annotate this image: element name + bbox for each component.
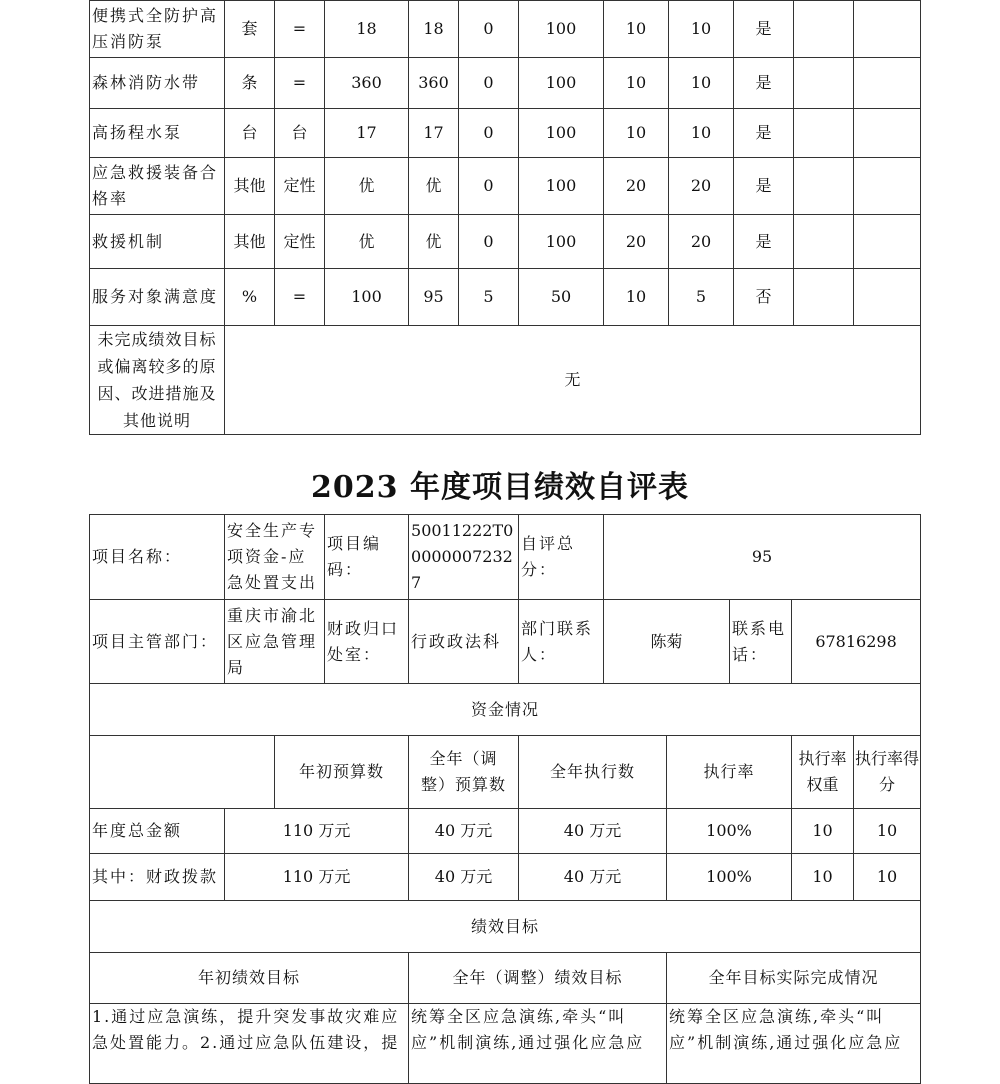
indicator-cell: 否 xyxy=(734,269,794,326)
indicator-cell: = xyxy=(275,269,325,326)
indicator-cell xyxy=(794,269,854,326)
indicator-cell: 10 xyxy=(669,58,734,109)
project-name-label: 项目名称： xyxy=(90,515,225,600)
funds-cell: 110 万元 xyxy=(225,809,409,854)
funds-header-1: 年初预算数 xyxy=(275,736,409,809)
indicator-cell: = xyxy=(275,1,325,58)
funds-header-0 xyxy=(90,736,275,809)
indicator-row xyxy=(90,269,921,326)
project-code-label: 项目编码： xyxy=(325,515,409,600)
reason-value: 无 xyxy=(225,326,921,435)
self-score-label: 自评总分： xyxy=(519,515,604,600)
indicator-cell: 5 xyxy=(669,269,734,326)
goals-content-row xyxy=(90,1004,921,1084)
funds-header-3: 全年执行数 xyxy=(519,736,667,809)
indicator-cell: 10 xyxy=(604,269,669,326)
indicator-name: 森林消防水带 xyxy=(90,58,225,109)
reason-row xyxy=(90,326,921,435)
indicator-cell: 18 xyxy=(325,1,409,58)
dept-row xyxy=(90,600,921,684)
indicator-cell: 10 xyxy=(604,1,669,58)
indicator-cell: 10 xyxy=(669,1,734,58)
indicator-cell: 95 xyxy=(409,269,459,326)
funds-row xyxy=(90,854,921,901)
indicator-name: 应急救援装备合格率 xyxy=(90,158,225,215)
phone: 67816298 xyxy=(792,600,921,684)
phone-label: 联系电话： xyxy=(730,600,792,684)
goals-header-adjusted: 全年（调整）绩效目标 xyxy=(409,953,667,1004)
funds-row xyxy=(90,809,921,854)
indicator-row xyxy=(90,215,921,269)
indicator-row xyxy=(90,158,921,215)
indicator-cell: 360 xyxy=(409,58,459,109)
dept-label: 项目主管部门： xyxy=(90,600,225,684)
evaluation-table xyxy=(89,514,921,1084)
indicator-cell: 20 xyxy=(604,158,669,215)
reason-label: 未完成绩效目标或偏离较多的原因、改进措施及其他说明 xyxy=(90,326,225,435)
indicator-cell xyxy=(854,158,921,215)
indicator-name: 服务对象满意度 xyxy=(90,269,225,326)
indicator-cell xyxy=(794,1,854,58)
funds-header-2: 全年（调整）预算数 xyxy=(409,736,519,809)
indicator-row xyxy=(90,1,921,58)
contact-label: 部门联系人： xyxy=(519,600,604,684)
funds-header-4: 执行率 xyxy=(667,736,792,809)
indicator-cell: 5 xyxy=(459,269,519,326)
indicator-name: 高扬程水泵 xyxy=(90,109,225,158)
funds-cell: 40 万元 xyxy=(519,854,667,901)
indicator-cell: 其他 xyxy=(225,215,275,269)
indicator-cell: 条 xyxy=(225,58,275,109)
funds-header-row xyxy=(90,736,921,809)
goals-header-initial: 年初绩效目标 xyxy=(90,953,409,1004)
funds-cell: 10 xyxy=(792,809,854,854)
indicator-cell: 100 xyxy=(519,109,604,158)
indicator-cell xyxy=(854,215,921,269)
goals-initial: 1.通过应急演练，提升突发事故灾难应急处置能力。2.通过应急队伍建设，提 xyxy=(90,1004,409,1084)
indicator-cell xyxy=(854,109,921,158)
indicator-cell: 是 xyxy=(734,1,794,58)
indicator-cell: 优 xyxy=(409,215,459,269)
indicator-cell: 17 xyxy=(409,109,459,158)
funds-cell: 40 万元 xyxy=(519,809,667,854)
indicator-cell: 套 xyxy=(225,1,275,58)
indicator-cell xyxy=(854,1,921,58)
indicator-name: 便携式全防护高压消防泵 xyxy=(90,1,225,58)
indicator-cell xyxy=(794,58,854,109)
contact: 陈菊 xyxy=(604,600,730,684)
indicator-cell: 20 xyxy=(669,215,734,269)
indicator-cell: 18 xyxy=(409,1,459,58)
indicator-cell: 是 xyxy=(734,215,794,269)
funds-row-label: 年度总金额 xyxy=(90,809,225,854)
funds-cell: 40 万元 xyxy=(409,809,519,854)
indicator-cell: 100 xyxy=(519,158,604,215)
indicator-row xyxy=(90,109,921,158)
finance-office: 行政政法科 xyxy=(409,600,519,684)
funds-cell: 40 万元 xyxy=(409,854,519,901)
indicator-table xyxy=(89,0,921,435)
funds-cell: 10 xyxy=(854,854,921,901)
indicator-cell: 10 xyxy=(604,58,669,109)
indicator-cell: 360 xyxy=(325,58,409,109)
indicator-cell: 0 xyxy=(459,215,519,269)
goals-header-row xyxy=(90,953,921,1004)
self-score: 95 xyxy=(604,515,921,600)
indicator-cell: 是 xyxy=(734,58,794,109)
indicator-row xyxy=(90,58,921,109)
indicator-cell: 优 xyxy=(325,215,409,269)
project-row xyxy=(90,515,921,600)
indicator-cell: 10 xyxy=(669,109,734,158)
indicator-cell: 优 xyxy=(325,158,409,215)
indicator-cell: 17 xyxy=(325,109,409,158)
indicator-cell: 定性 xyxy=(275,158,325,215)
project-code: 50011222T000000072327 xyxy=(409,515,519,600)
indicator-cell: 50 xyxy=(519,269,604,326)
funds-row-label: 其中：财政拨款 xyxy=(90,854,225,901)
project-name: 安全生产专项资金-应急处置支出 xyxy=(225,515,325,600)
indicator-cell: 0 xyxy=(459,1,519,58)
goals-section-label: 绩效目标 xyxy=(90,901,921,953)
goals-header-actual: 全年目标实际完成情况 xyxy=(667,953,921,1004)
page-title: 2023 年度项目绩效自评表 xyxy=(311,470,689,505)
indicator-cell: 0 xyxy=(459,158,519,215)
indicator-cell xyxy=(794,109,854,158)
indicator-cell: 台 xyxy=(225,109,275,158)
indicator-cell: 优 xyxy=(409,158,459,215)
indicator-cell: 是 xyxy=(734,158,794,215)
indicator-cell: 100 xyxy=(519,1,604,58)
indicator-cell xyxy=(854,269,921,326)
dept: 重庆市渝北区应急管理局 xyxy=(225,600,325,684)
indicator-cell: % xyxy=(225,269,275,326)
funds-header-6: 执行率得分 xyxy=(854,736,921,809)
indicator-cell: 100 xyxy=(325,269,409,326)
indicator-cell: 100 xyxy=(519,215,604,269)
goals-adjusted: 统筹全区应急演练,牵头“叫应”机制演练,通过强化应急应 xyxy=(409,1004,667,1084)
goals-actual: 统筹全区应急演练,牵头“叫应”机制演练,通过强化应急应 xyxy=(667,1004,921,1084)
funds-section-row xyxy=(90,684,921,736)
indicator-cell: = xyxy=(275,58,325,109)
indicator-name: 救援机制 xyxy=(90,215,225,269)
funds-cell: 100% xyxy=(667,809,792,854)
funds-section-label: 资金情况 xyxy=(90,684,921,736)
indicator-cell: 10 xyxy=(604,109,669,158)
indicator-cell: 台 xyxy=(275,109,325,158)
indicator-cell: 0 xyxy=(459,58,519,109)
finance-office-label: 财政归口处室： xyxy=(325,600,409,684)
indicator-cell: 其他 xyxy=(225,158,275,215)
goals-section-row xyxy=(90,901,921,953)
funds-cell: 10 xyxy=(854,809,921,854)
indicator-cell: 20 xyxy=(604,215,669,269)
funds-cell: 10 xyxy=(792,854,854,901)
indicator-cell: 是 xyxy=(734,109,794,158)
indicator-cell: 定性 xyxy=(275,215,325,269)
funds-cell: 100% xyxy=(667,854,792,901)
indicator-cell: 0 xyxy=(459,109,519,158)
funds-header-5: 执行率权重 xyxy=(792,736,854,809)
indicator-cell xyxy=(794,158,854,215)
funds-cell: 110 万元 xyxy=(225,854,409,901)
indicator-cell: 100 xyxy=(519,58,604,109)
indicator-cell xyxy=(794,215,854,269)
indicator-cell: 20 xyxy=(669,158,734,215)
indicator-cell xyxy=(854,58,921,109)
